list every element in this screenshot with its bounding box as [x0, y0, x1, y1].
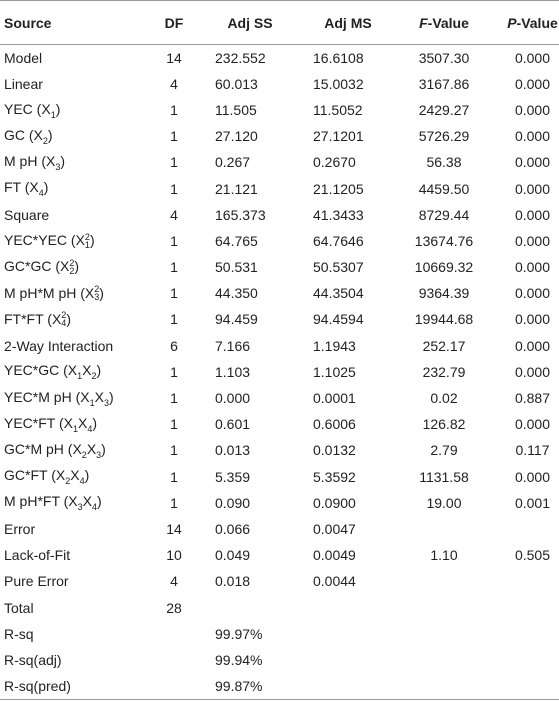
source-cell: GC $(X_2)$: [4, 126, 53, 146]
adj-ss-cell: 0.000: [215, 390, 251, 407]
adj-ss-cell: 99.87%: [201, 673, 299, 699]
table-row: [0, 71, 559, 97]
table-row: [0, 254, 559, 280]
f-value-cell: [397, 621, 491, 647]
source-cell: Total: [4, 599, 34, 616]
f-value-cell: 252.17: [422, 337, 466, 354]
df-cell: 1: [170, 494, 178, 511]
table-row: [0, 123, 559, 149]
df-cell: 1: [170, 180, 178, 197]
table-row: [0, 464, 559, 490]
adj-ss-cell: [201, 594, 299, 620]
adj-ss-cell: 64.765: [215, 232, 258, 249]
table-body: [0, 45, 559, 700]
df-cell: [147, 647, 201, 673]
p-value-cell: 0.000: [514, 128, 551, 145]
source-cell: YEC*GC $(X_1X_2)$: [4, 362, 102, 382]
f-value-cell: 232.79: [422, 363, 466, 380]
adj-ss-cell: 7.166: [215, 337, 251, 354]
f-value-cell: 10669.32: [414, 259, 474, 276]
p-value-cell: [491, 647, 559, 673]
adj-ss-cell: 0.049: [215, 547, 251, 564]
adj-ms-cell: 11.5052: [313, 101, 363, 118]
df-cell: 4: [170, 75, 178, 92]
df-cell: 6: [170, 337, 178, 354]
table-row: [0, 647, 559, 673]
p-value-cell: 0.000: [514, 363, 551, 380]
table-row: [0, 385, 559, 411]
f-value-cell: 2429.27: [418, 101, 470, 118]
table-row: [0, 594, 559, 620]
adj-ss-cell: 60.013: [215, 75, 258, 92]
df-cell: 1: [170, 285, 178, 302]
p-value-cell: 0.000: [514, 259, 551, 276]
p-value-cell: 0.000: [514, 75, 551, 92]
source-cell: GC*FT $(X_2X_4)$: [4, 467, 90, 486]
table-row: [0, 97, 559, 123]
header-row: [0, 1, 559, 45]
source-cell: GC*GC (X 2 2 ): [4, 257, 80, 276]
f-value-cell: [397, 673, 491, 699]
adj-ms-cell: 0.0047: [313, 520, 356, 537]
adj-ss-cell: 99.94%: [215, 651, 263, 668]
adj-ms-cell: 0.0900: [313, 494, 356, 511]
p-value-cell: 0.000: [514, 311, 551, 328]
source-cell: R-sq: [4, 625, 34, 642]
p-value-cell: 0.887: [514, 390, 551, 407]
f-value-cell: 1.10: [430, 547, 458, 564]
f-value-cell: [397, 568, 491, 594]
table-row: [0, 673, 559, 699]
p-value-cell: 0.000: [514, 468, 551, 485]
df-cell: [147, 621, 201, 647]
adj-ms-cell: 16.6108: [313, 49, 364, 66]
df-cell: 1: [170, 232, 178, 249]
adj-ms-cell: 94.4594: [313, 311, 364, 328]
source-cell: FT $(X_4)$: [4, 179, 49, 198]
adj-ss-cell: 232.552: [215, 49, 266, 66]
p-value-cell: 0.505: [514, 547, 551, 564]
header-f-value: F-Value: [397, 1, 491, 45]
adj-ms-cell: 27.1201: [313, 128, 364, 145]
df-cell: 1: [170, 154, 178, 171]
p-value-cell: 0.000: [514, 232, 551, 249]
table-row: [0, 306, 559, 332]
f-value-cell: [397, 516, 491, 542]
adj-ss-cell: 99.97%: [215, 625, 263, 642]
source-cell: M pH*FT $(X_3X_4)$: [4, 493, 102, 513]
df-cell: 1: [170, 259, 178, 276]
p-value-cell: 0.000: [514, 337, 551, 354]
adj-ms-cell: 41.3433: [313, 206, 364, 223]
source-cell: YEC*YEC (X 2 1 ): [4, 231, 95, 250]
header-adj-ss: Adj SS: [201, 1, 299, 45]
adj-ms-cell: 5.3592: [313, 468, 356, 485]
source-cell: YEC $(X_1)$: [4, 100, 61, 120]
adj-ss-cell: 21.121: [215, 180, 258, 197]
adj-ss-cell: 0.267: [215, 154, 251, 171]
adj-ms-cell: 0.6006: [313, 416, 356, 433]
adj-ss-cell: 94.459: [215, 311, 258, 328]
f-value-cell: 5726.29: [418, 128, 470, 145]
adj-ms-cell: 0.0044: [313, 573, 356, 590]
source-cell: M pH $(X_3)$: [4, 152, 66, 172]
table-row: [0, 437, 559, 463]
adj-ms-cell: 21.1205: [313, 180, 364, 197]
adj-ms-cell: [299, 594, 397, 620]
df-cell: 1: [170, 128, 178, 145]
adj-ss-cell: 0.090: [215, 494, 251, 511]
f-value-cell: 9364.39: [418, 285, 470, 302]
source-cell: Error: [4, 520, 36, 537]
source-cell: Pure Error: [4, 573, 69, 590]
p-value-cell: 0.000: [514, 49, 551, 66]
source-cell: FT*FT (X 2 4 ): [4, 310, 71, 329]
p-value-cell: [491, 516, 559, 542]
f-value-cell: 0.02: [430, 390, 458, 407]
table-row: [0, 490, 559, 516]
p-value-cell: [491, 621, 559, 647]
df-cell: 1: [170, 390, 178, 407]
f-value-cell: 56.38: [426, 154, 462, 171]
adj-ms-cell: 50.5307: [313, 259, 364, 276]
df-cell: 4: [170, 573, 178, 590]
df-cell: 1: [170, 442, 178, 459]
source-cell: R-sq(pred): [0, 673, 147, 699]
header-df: DF: [147, 1, 201, 45]
source-cell: Square: [4, 206, 50, 223]
adj-ss-cell: 0.018: [215, 573, 251, 590]
header-source: Source: [0, 1, 147, 45]
df-cell: 1: [170, 311, 178, 328]
adj-ss-cell: 1.103: [215, 363, 251, 380]
adj-ms-cell: 0.0132: [313, 442, 356, 459]
source-cell: GC*M pH $(X_2X_3)$: [4, 441, 106, 460]
adj-ss-cell: 165.373: [215, 206, 266, 223]
table-row: [0, 280, 559, 306]
source-cell: Model: [4, 49, 43, 66]
adj-ms-cell: [299, 621, 397, 647]
header-p-value: P-Value: [491, 1, 559, 45]
p-value-cell: [491, 568, 559, 594]
adj-ss-cell: 27.120: [215, 128, 258, 145]
adj-ms-cell: 0.2670: [313, 154, 356, 171]
table-row: [0, 333, 559, 359]
p-value-cell: [491, 594, 559, 620]
table-row: [0, 45, 559, 71]
df-cell: 1: [170, 363, 178, 380]
p-value-cell: [491, 673, 559, 699]
table-row: [0, 359, 559, 385]
df-cell: 4: [170, 206, 178, 223]
df-cell: 28: [166, 599, 182, 616]
p-value-cell: 0.000: [514, 206, 551, 223]
adj-ms-cell: 0.0001: [313, 390, 356, 407]
table-row: [0, 542, 559, 568]
adj-ms-cell: 1.1943: [313, 337, 356, 354]
p-value-cell: 0.000: [514, 101, 551, 118]
source-cell: R-sq(adj): [4, 651, 62, 668]
f-value-cell: 2.79: [430, 442, 458, 459]
f-value-cell: 3507.30: [418, 49, 470, 66]
table-row: [0, 516, 559, 542]
adj-ms-cell: 15.0032: [313, 75, 364, 92]
adj-ss-cell: 0.013: [215, 442, 251, 459]
table-row: [0, 411, 559, 437]
adj-ms-cell: 64.7646: [313, 232, 364, 249]
df-cell: 1: [170, 468, 178, 485]
adj-ss-cell: 0.601: [215, 416, 251, 433]
adj-ms-cell: 1.1025: [313, 363, 356, 380]
p-value-cell: 0.117: [515, 442, 550, 459]
table-row: [0, 175, 559, 201]
df-cell: [147, 673, 201, 699]
f-value-cell: 4459.50: [418, 180, 470, 197]
f-value-cell: 126.82: [422, 416, 466, 433]
source-cell: 2-Way Interaction: [4, 337, 114, 354]
f-value-cell: 13674.76: [414, 232, 474, 249]
p-value-cell: 0.000: [514, 285, 551, 302]
adj-ms-cell: 44.3504: [313, 285, 364, 302]
f-value-cell: 3167.86: [418, 75, 470, 92]
table-row: [0, 228, 559, 254]
adj-ms-cell: [299, 673, 397, 699]
f-value-cell: [397, 594, 491, 620]
adj-ms-cell: 0.0049: [313, 547, 356, 564]
f-value-cell: 19.00: [426, 494, 462, 511]
table-row: [0, 621, 559, 647]
adj-ms-cell: [299, 647, 397, 673]
header-adj-ms: Adj MS: [299, 1, 397, 45]
f-value-cell: 8729.44: [418, 206, 470, 223]
adj-ss-cell: 0.066: [215, 520, 251, 537]
table-row: [0, 202, 559, 228]
df-cell: 14: [166, 520, 182, 537]
adj-ss-cell: 44.350: [215, 285, 258, 302]
adj-ss-cell: 50.531: [215, 259, 258, 276]
source-cell: M pH*M pH (X 2 3 ): [4, 283, 104, 302]
p-value-cell: 0.001: [514, 494, 551, 511]
df-cell: 1: [170, 101, 178, 118]
source-cell: YEC*FT $(X_1X_4)$: [4, 414, 98, 434]
table-row: [0, 568, 559, 594]
table-row: [0, 149, 559, 175]
p-value-cell: 0.000: [514, 180, 551, 197]
f-value-cell: 1131.58: [419, 468, 469, 485]
source-cell: Lack-of-Fit: [4, 547, 71, 564]
df-cell: 1: [170, 416, 178, 433]
p-value-cell: 0.000: [514, 154, 551, 171]
df-cell: 14: [166, 49, 182, 66]
source-cell: YEC*M pH $(X_1X_3)$: [4, 388, 114, 408]
f-value-cell: 19944.68: [414, 311, 474, 328]
df-cell: 10: [166, 547, 182, 564]
adj-ss-cell: 11.505: [215, 101, 257, 118]
adj-ss-cell: 5.359: [215, 468, 251, 485]
p-value-cell: 0.000: [514, 416, 551, 433]
f-value-cell: [397, 647, 491, 673]
source-cell: Linear: [4, 75, 43, 92]
